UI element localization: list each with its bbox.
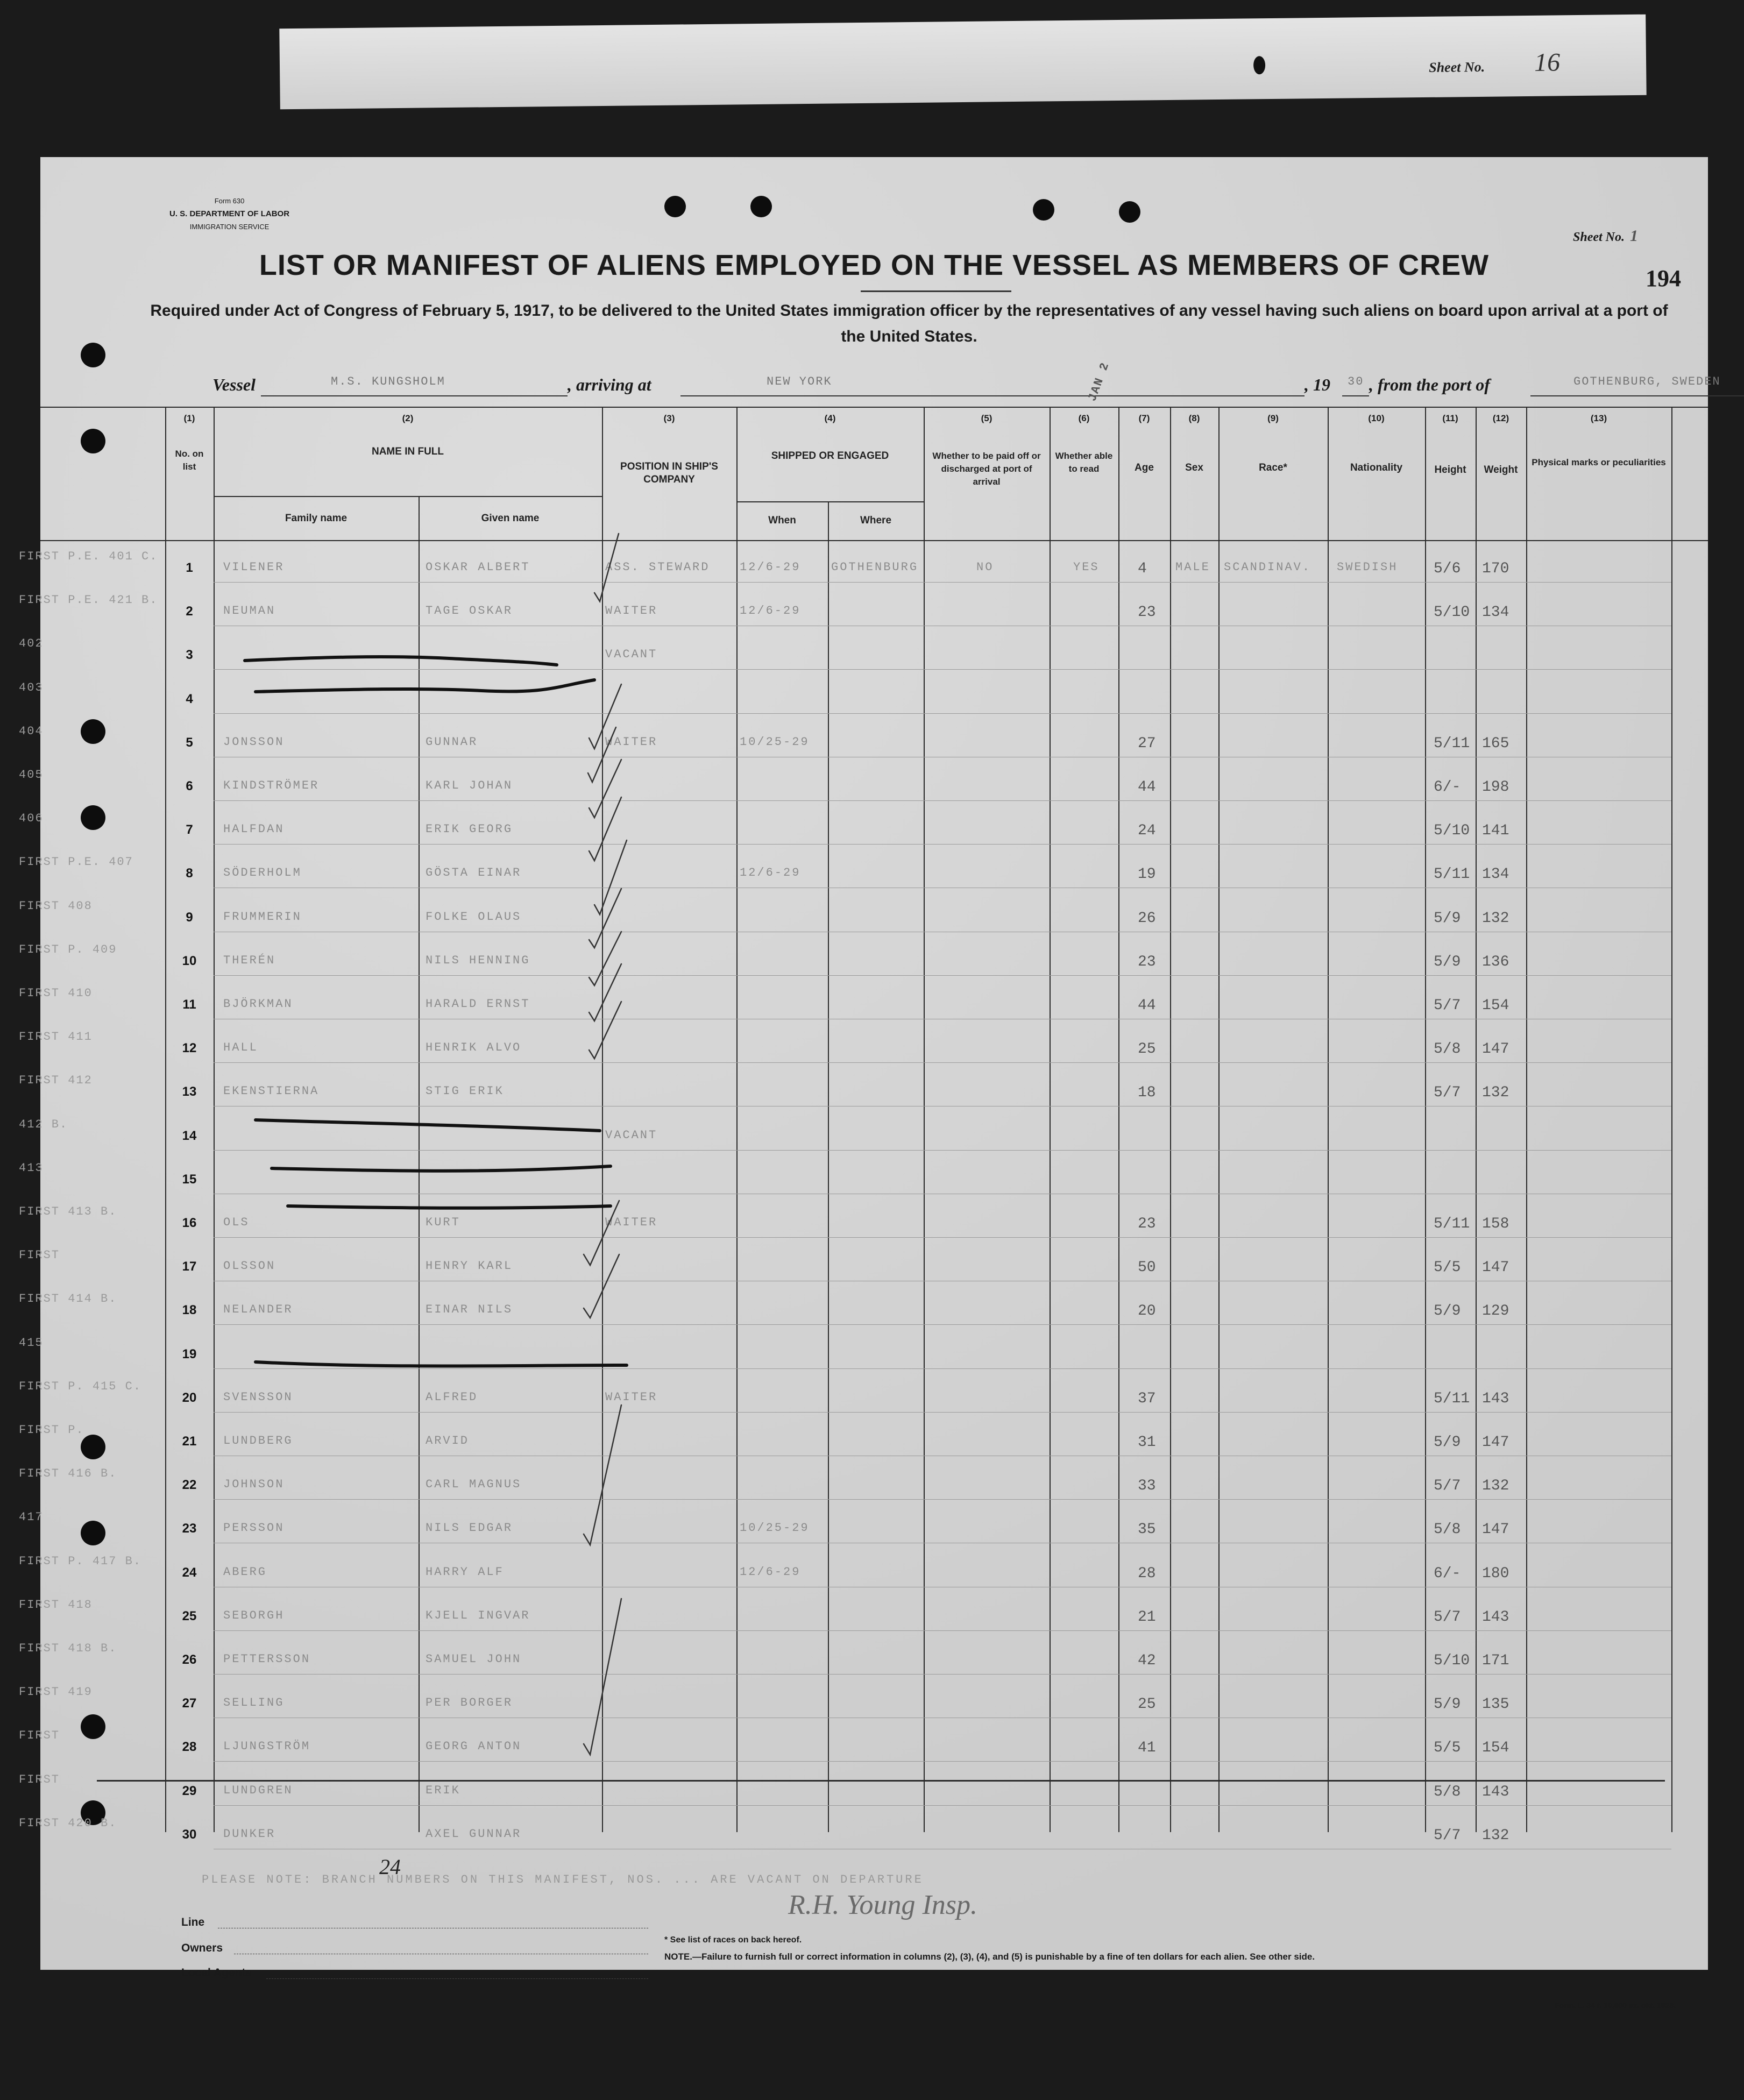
weight-cell: 158	[1482, 1216, 1509, 1232]
col-11-header: Height	[1434, 464, 1466, 476]
row-number: 2	[186, 604, 193, 619]
given-name-cell: NILS HENNING	[426, 954, 530, 967]
family-name-cell: HALL	[223, 1041, 258, 1054]
col-4-header: SHIPPED OR ENGAGED	[771, 450, 889, 462]
age-cell: 26	[1138, 910, 1156, 927]
family-name-cell: BJÖRKMAN	[223, 997, 293, 1011]
department-name: U. S. DEPARTMENT OF LABOR	[169, 209, 290, 218]
col-7-header: Age	[1135, 462, 1154, 473]
when-header: When	[768, 515, 796, 526]
col-13-number: (13)	[1590, 413, 1607, 423]
penalty-note: NOTE.—Failure to furnish full or correct information in columns (2), (3), (4), and (5) is punishable by a fine of ten dollars for each alien. See other side.	[664, 1952, 1315, 1962]
family-name-cell: LJUNGSTRÖM	[223, 1740, 311, 1753]
given-name-cell: CARL MAGNUS	[426, 1478, 522, 1491]
row-number: 6	[186, 779, 193, 793]
given-name-cell: KURT	[426, 1216, 460, 1229]
height-cell: 5/5	[1434, 1740, 1461, 1756]
given-name-header: Given name	[481, 513, 540, 524]
berth-note: FIRST 414 B.	[19, 1292, 117, 1306]
berth-note: FIRST 418	[19, 1598, 93, 1612]
height-cell: 5/8	[1434, 1784, 1461, 1800]
berth-note: 404	[19, 725, 44, 738]
height-cell: 5/9	[1434, 1303, 1461, 1319]
strike-through-line	[256, 1120, 600, 1131]
given-name-cell: HARRY ALF	[426, 1565, 504, 1579]
berth-note: FIRST 410	[19, 987, 93, 1000]
weight-cell: 147	[1482, 1259, 1509, 1276]
age-cell: 28	[1138, 1565, 1156, 1582]
berth-note: FIRST 416 B.	[19, 1467, 117, 1480]
berth-note: FIRST 420 B.	[19, 1817, 117, 1830]
from-port-value: GOTHENBURG, SWEDEN	[1573, 375, 1721, 388]
given-name-cell: HARALD ERNST	[426, 997, 530, 1011]
sheet-number-value: 1	[1630, 227, 1638, 245]
line-label: Line	[181, 1916, 205, 1928]
row-number: 23	[182, 1521, 197, 1536]
col-10-number: (10)	[1368, 413, 1385, 423]
family-name-cell: SÖDERHOLM	[223, 866, 302, 879]
family-name-cell: OLS	[223, 1216, 250, 1229]
punch-hole	[1253, 56, 1265, 74]
family-name-cell: PERSSON	[223, 1521, 285, 1535]
berth-note: 417	[19, 1510, 44, 1524]
position-cell: WAITER	[605, 1216, 658, 1229]
col-9-number: (9)	[1267, 413, 1279, 423]
given-name-cell: STIG ERIK	[426, 1084, 504, 1098]
col-3-number: (3)	[663, 413, 675, 423]
col-2-header: NAME IN FULL	[371, 446, 444, 457]
manifest-sheet	[19, 157, 1721, 2010]
weight-cell: 154	[1482, 1740, 1509, 1756]
arriving-value: NEW YORK	[767, 375, 832, 388]
row-number: 18	[182, 1303, 197, 1317]
age-cell: 41	[1138, 1740, 1156, 1756]
berth-note: FIRST P.E. 421 B.	[19, 593, 158, 607]
when-cell: 12/6-29	[740, 561, 801, 574]
strip-sheet-label: Sheet No.	[1429, 59, 1485, 75]
row-number: 15	[182, 1172, 197, 1187]
weight-cell: 135	[1482, 1696, 1509, 1713]
family-name-cell: LUNDGREN	[223, 1784, 293, 1797]
alien-count: 24	[379, 1855, 401, 1879]
row-number: 20	[182, 1390, 197, 1405]
row-number: 10	[182, 954, 197, 968]
height-cell: 5/11	[1434, 1390, 1470, 1407]
given-name-cell: TAGE OSKAR	[426, 604, 513, 618]
position-cell: WAITER	[605, 735, 658, 749]
race-cell: SCANDINAV.	[1224, 561, 1311, 574]
given-name-cell: AXEL GUNNAR	[426, 1827, 522, 1841]
owners-label: Owners	[181, 1942, 223, 1954]
position-cell: VACANT	[605, 1129, 658, 1142]
height-cell: 5/10	[1434, 1652, 1470, 1669]
height-cell: 5/5	[1434, 1259, 1461, 1276]
position-cell: WAITER	[605, 1390, 658, 1404]
strike-through-line	[256, 1362, 627, 1366]
sex-cell: MALE	[1175, 561, 1210, 574]
row-number: 27	[182, 1696, 197, 1711]
weight-cell: 143	[1482, 1609, 1509, 1626]
weight-cell: 198	[1482, 779, 1509, 796]
age-cell: 42	[1138, 1652, 1156, 1669]
age-cell: 23	[1138, 604, 1156, 621]
weight-cell: 129	[1482, 1303, 1509, 1319]
age-cell: 24	[1138, 822, 1156, 839]
col-9-header: Race*	[1259, 462, 1287, 473]
height-cell: 5/9	[1434, 954, 1461, 970]
position-cell: VACANT	[605, 648, 658, 661]
from-port-label: , from the port of	[1369, 375, 1490, 394]
check-marks	[584, 534, 627, 1755]
given-name-cell: ARVID	[426, 1434, 470, 1448]
age-cell: 27	[1138, 735, 1156, 752]
age-cell: 18	[1138, 1084, 1156, 1101]
strip-sheet-value: 16	[1534, 48, 1561, 77]
berth-note: FIRST P.E. 401 C.	[19, 550, 158, 563]
strike-through-line	[272, 1166, 611, 1171]
row-number: 29	[182, 1784, 197, 1798]
weight-cell: 147	[1482, 1041, 1509, 1058]
weight-cell: 180	[1482, 1565, 1509, 1582]
family-name-cell: DUNKER	[223, 1827, 276, 1841]
berth-note: FIRST 408	[19, 899, 93, 913]
col-7-number: (7)	[1138, 413, 1150, 423]
col-12-header: Weight	[1484, 464, 1518, 476]
row-number: 5	[186, 735, 193, 750]
col-11-number: (11)	[1442, 413, 1458, 423]
age-cell: 31	[1138, 1434, 1156, 1451]
age-cell: 19	[1138, 866, 1156, 883]
berth-note: FIRST P. 415 C.	[19, 1380, 142, 1393]
berth-note: FIRST P.	[19, 1423, 84, 1437]
height-cell: 6/-	[1434, 1565, 1461, 1582]
where-cell: GOTHENBURG	[831, 561, 919, 574]
berth-note: FIRST P.E. 407	[19, 855, 133, 869]
berth-note: 405	[19, 768, 44, 782]
check-mark-icon	[589, 889, 621, 948]
weight-cell: 136	[1482, 954, 1509, 970]
weight-cell: 132	[1482, 1084, 1509, 1101]
age-cell: 37	[1138, 1390, 1156, 1407]
height-cell: 5/11	[1434, 1216, 1470, 1232]
weight-cell: 147	[1482, 1434, 1509, 1451]
col-12-number: (12)	[1492, 413, 1509, 423]
height-cell: 5/9	[1434, 1434, 1461, 1451]
weight-cell: 154	[1482, 997, 1509, 1014]
check-mark-icon	[589, 932, 621, 985]
date-stamp: JAN 2	[1086, 360, 1112, 403]
row-number: 30	[182, 1827, 197, 1842]
strike-through-line	[256, 680, 594, 692]
given-name-cell: EINAR NILS	[426, 1303, 513, 1316]
row-number: 13	[182, 1084, 197, 1099]
berth-note: 415	[19, 1336, 44, 1350]
page-number: 194	[1646, 265, 1681, 292]
row-number: 26	[182, 1652, 197, 1667]
when-cell: 12/6-29	[740, 866, 801, 879]
age-cell: 23	[1138, 954, 1156, 970]
able-to-read-cell: YES	[1073, 561, 1100, 574]
weight-cell: 134	[1482, 604, 1509, 621]
year-label: , 19	[1305, 375, 1330, 394]
berth-note: FIRST 412	[19, 1074, 93, 1087]
check-mark-icon	[589, 797, 621, 861]
given-name-cell: OSKAR ALBERT	[426, 561, 530, 574]
form-number: Form 630	[214, 197, 245, 205]
vessel-label: Vessel	[212, 375, 256, 394]
family-name-cell: FRUMMERIN	[223, 910, 302, 924]
height-cell: 5/7	[1434, 997, 1461, 1014]
arriving-label: , arriving at	[568, 375, 651, 394]
weight-cell: 132	[1482, 1827, 1509, 1844]
weight-cell: 132	[1482, 910, 1509, 927]
family-name-cell: VILENER	[223, 561, 285, 574]
height-cell: 5/8	[1434, 1041, 1461, 1058]
weight-cell: 170	[1482, 561, 1509, 577]
handwritten-marks	[40, 157, 1708, 1970]
position-cell: WAITER	[605, 604, 658, 618]
row-number: 24	[182, 1565, 197, 1580]
page-title: LIST OR MANIFEST OF ALIENS EMPLOYED ON THE VESSEL AS MEMBERS OF CREW	[259, 249, 1490, 281]
family-name-cell: HALFDAN	[223, 822, 285, 836]
family-name-cell: ABERG	[223, 1565, 267, 1579]
row-number: 1	[186, 561, 193, 575]
height-cell: 5/7	[1434, 1084, 1461, 1101]
height-cell: 5/7	[1434, 1609, 1461, 1626]
col-6-number: (6)	[1078, 413, 1090, 423]
family-name-cell: THERÉN	[223, 954, 276, 967]
berth-note: 406	[19, 812, 44, 825]
age-cell: 23	[1138, 1216, 1156, 1232]
col-8-number: (8)	[1188, 413, 1200, 423]
col-1-header: No. on list	[175, 449, 204, 472]
age-cell: 35	[1138, 1521, 1156, 1538]
given-name-cell: HENRY KARL	[426, 1259, 513, 1273]
height-cell: 5/11	[1434, 866, 1470, 883]
row-number: 11	[182, 997, 196, 1012]
row-number: 28	[182, 1740, 197, 1754]
height-cell: 5/11	[1434, 735, 1470, 752]
row-number: 25	[182, 1609, 197, 1623]
row-number: 8	[186, 866, 193, 881]
row-number: 21	[182, 1434, 197, 1449]
height-cell: 5/10	[1434, 604, 1470, 621]
year-value: 30	[1348, 375, 1364, 388]
race-footnote: * See list of races on back hereof.	[664, 1935, 802, 1945]
height-cell: 5/9	[1434, 1696, 1461, 1713]
col-5-header: Whether to be paid off or discharged at port of arrival	[932, 451, 1041, 487]
berth-note: 412 B.	[19, 1118, 68, 1131]
berth-note: FIRST 419	[19, 1685, 93, 1699]
berth-note: 403	[19, 681, 44, 694]
height-cell: 5/7	[1434, 1827, 1461, 1844]
family-name-cell: JOHNSON	[223, 1478, 285, 1491]
faint-footer-note: PLEASE NOTE: BRANCH NUMBERS ON THIS MANIFEST, NOS. ... ARE VACANT ON DEPARTURE	[202, 1873, 924, 1886]
row-number: 14	[182, 1129, 197, 1143]
berth-note: FIRST	[19, 1248, 60, 1262]
given-name-cell: HENRIK ALVO	[426, 1041, 522, 1054]
where-header: Where	[860, 515, 892, 526]
age-cell: 44	[1138, 997, 1156, 1014]
col-1-number: (1)	[183, 413, 195, 423]
local-agents-label: Local Agents	[181, 1967, 252, 1979]
age-cell: 44	[1138, 779, 1156, 796]
family-name-cell: KINDSTRÖMER	[223, 779, 320, 792]
col-10-header: Nationality	[1350, 462, 1403, 473]
family-name-cell: NEUMAN	[223, 604, 276, 618]
family-name-cell: LUNDBERG	[223, 1434, 293, 1448]
when-cell: 12/6-29	[740, 1565, 801, 1579]
berth-note: FIRST P. 409	[19, 943, 117, 956]
given-name-cell: GEORG ANTON	[426, 1740, 522, 1753]
age-cell: 20	[1138, 1303, 1156, 1319]
strike-through-line	[288, 1206, 611, 1208]
when-cell: 12/6-29	[740, 604, 801, 618]
given-name-cell: ERIK GEORG	[426, 822, 513, 836]
weight-cell: 143	[1482, 1390, 1509, 1407]
row-number: 19	[182, 1347, 197, 1361]
berth-note: FIRST 418 B.	[19, 1642, 117, 1655]
height-cell: 5/8	[1434, 1521, 1461, 1538]
service-name: IMMIGRATION SERVICE	[189, 223, 270, 231]
previous-sheet-strip	[279, 15, 1646, 110]
row-number: 16	[182, 1216, 197, 1230]
check-mark-icon	[589, 684, 621, 749]
check-mark-icon	[594, 534, 619, 601]
check-mark-icon	[594, 840, 627, 914]
check-mark-icon	[589, 1002, 621, 1059]
row-number: 22	[182, 1478, 197, 1492]
family-name-cell: SEBORGH	[223, 1609, 285, 1622]
check-mark-icon	[584, 1201, 619, 1265]
berth-note: 402	[19, 637, 44, 650]
given-name-cell: GÖSTA EINAR	[426, 866, 522, 879]
col-5-number: (5)	[981, 413, 992, 423]
given-name-cell: FOLKE OLAUS	[426, 910, 522, 924]
row-number: 9	[186, 910, 193, 925]
when-cell: 10/25-29	[740, 735, 810, 749]
family-name-cell: OLSSON	[223, 1259, 276, 1273]
given-name-cell: ALFRED	[426, 1390, 478, 1404]
family-name-cell: NELANDER	[223, 1303, 293, 1316]
family-name-header: Family name	[285, 513, 348, 524]
berth-note: FIRST 411	[19, 1030, 93, 1044]
row-number: 7	[186, 822, 193, 837]
age-cell: 21	[1138, 1609, 1156, 1626]
berth-note: FIRST 413 B.	[19, 1205, 117, 1218]
family-name-cell: SELLING	[223, 1696, 285, 1709]
weight-cell: 165	[1482, 735, 1509, 752]
height-cell: 5/6	[1434, 561, 1461, 577]
nationality-cell: SWEDISH	[1337, 561, 1398, 574]
height-cell: 6/-	[1434, 779, 1461, 796]
check-mark-icon	[584, 1599, 621, 1755]
check-mark-icon	[584, 1405, 621, 1545]
given-name-cell: PER BORGER	[426, 1696, 513, 1709]
age-cell: 50	[1138, 1259, 1156, 1276]
berth-note: FIRST P. 417 B.	[19, 1555, 142, 1568]
age-cell: 25	[1138, 1696, 1156, 1713]
col-3-header: POSITION IN SHIP'S COMPANY	[620, 461, 718, 485]
weight-cell: 134	[1482, 866, 1509, 883]
weight-cell: 147	[1482, 1521, 1509, 1538]
height-cell: 5/7	[1434, 1478, 1461, 1494]
check-mark-icon	[588, 727, 616, 782]
family-name-cell: JONSSON	[223, 735, 285, 749]
page-subtitle: Required under Act of Congress of February 5, 1917, to be delivered to the United States immigration officer by the representatives of any vessel having such aliens on board upon arrival at a port of the United States.	[150, 302, 1668, 345]
age-cell: 33	[1138, 1478, 1156, 1494]
berth-note: FIRST	[19, 1773, 60, 1786]
col-13-header: Physical marks or peculiarities	[1532, 457, 1666, 467]
row-number: 4	[186, 692, 193, 706]
paid-off-cell: NO	[976, 561, 994, 574]
when-cell: 10/25-29	[740, 1521, 810, 1535]
row-number: 3	[186, 648, 193, 662]
form-code: Form. L. 34 f. 10,000 ex. okt. 1928.	[1555, 2001, 1676, 2010]
height-cell: 5/9	[1434, 910, 1461, 927]
sheet-number-label: Sheet No.	[1573, 230, 1625, 244]
weight-cell: 141	[1482, 822, 1509, 839]
inspector-signature: R.H. Young Insp.	[788, 1890, 978, 1920]
vessel-value: M.S. KUNGSHOLM	[331, 375, 445, 388]
given-name-cell: KJELL INGVAR	[426, 1609, 530, 1622]
family-name-cell: EKENSTIERNA	[223, 1084, 320, 1098]
height-cell: 5/10	[1434, 822, 1470, 839]
col-8-header: Sex	[1185, 462, 1203, 473]
local-agents-field	[266, 1978, 648, 1979]
strike-through-line	[245, 657, 557, 665]
weight-cell: 143	[1482, 1784, 1509, 1800]
weight-cell: 132	[1482, 1478, 1509, 1494]
berth-note: FIRST	[19, 1729, 60, 1742]
given-name-cell: SAMUEL JOHN	[426, 1652, 522, 1666]
row-number: 12	[182, 1041, 197, 1055]
given-name-cell: NILS EDGAR	[426, 1521, 513, 1535]
col-2-number: (2)	[402, 413, 414, 423]
col-6-header: Whether able to read	[1055, 451, 1113, 474]
given-name-cell: KARL JOHAN	[426, 779, 513, 792]
berth-note: 413	[19, 1161, 44, 1175]
col-4-number: (4)	[824, 413, 836, 423]
family-name-cell: PETTERSSON	[223, 1652, 311, 1666]
position-cell: ASS. STEWARD	[605, 561, 710, 574]
weight-cell: 171	[1482, 1652, 1509, 1669]
family-name-cell: SVENSSON	[223, 1390, 293, 1404]
row-number: 17	[182, 1259, 197, 1274]
given-name-cell: GUNNAR	[426, 735, 478, 749]
given-name-cell: ERIK	[426, 1784, 460, 1797]
age-cell: 4	[1138, 561, 1147, 577]
age-cell: 25	[1138, 1041, 1156, 1058]
